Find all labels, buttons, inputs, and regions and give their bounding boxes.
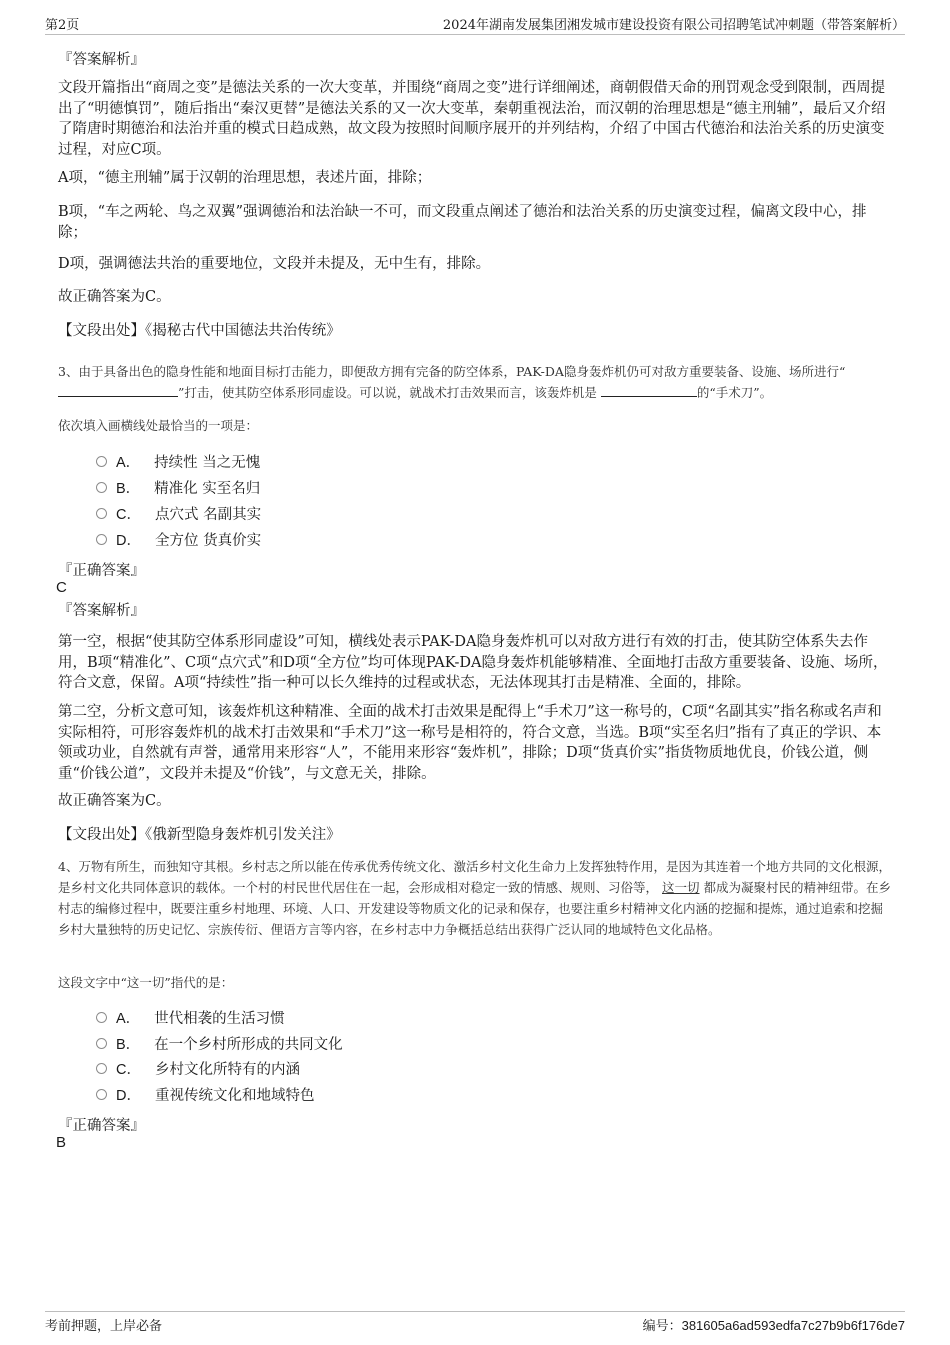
q2-analysis-para: A项，“德主刑辅”属于汉朝的治理思想，表述片面，排除； xyxy=(58,170,432,186)
q2-source: 【文段出处】《揭秘古代中国德法共治传统》 xyxy=(58,323,341,339)
answer-analysis-label: 『答案解析』 xyxy=(58,52,145,68)
q3-instruction: 依次填入画横线处最恰当的一项是： xyxy=(58,418,259,433)
radio-icon[interactable] xyxy=(96,456,107,467)
q2-analysis-para: D项，强调德法共治的重要地位，文段并未提及，无中生有，排除。 xyxy=(58,256,491,272)
q4-stem-part: 都成为凝聚村民的精神纽带。在乡村志的编修过程中，既要注重乡村地理、环境、人口、开发建设等物质文化的记录和保存，也要注重乡村精神文化内涵的挖掘和提炼，通过追索和挖掘乡村大量独特的历史记忆、宗族传衍、俚语方言等内容，在乡村志中力争概括总结出获得广泛认同的地域特色文化品格。 xyxy=(58,880,892,937)
q4-stem xyxy=(58,856,893,940)
correct-answer: C xyxy=(56,579,67,596)
q4-option-b[interactable]: B． 在一个乡村所形成的共同文化 xyxy=(96,1035,343,1055)
document-code: 编号：381605a6ad593edfa7c27b9b6f176de7 xyxy=(642,1318,905,1334)
correct-answer-label: 『正确答案』 xyxy=(58,1118,145,1134)
underlined-phrase: 这一切 xyxy=(662,880,700,895)
radio-icon[interactable] xyxy=(96,1012,107,1023)
answer-analysis-label: 『答案解析』 xyxy=(58,603,145,619)
document-title: 2024年湖南发展集团湘发城市建设投资有限公司招聘笔试冲刺题（带答案解析） xyxy=(442,18,905,33)
page-number: 第2页 xyxy=(45,18,80,33)
q2-analysis-para: B项，“车之两轮、鸟之双翼”强调德治和法治缺一不可，而文段重点阐述了德治和法治关系的历史演变过程，偏离文段中心，排除； xyxy=(58,204,867,241)
q3-stem-part: 3、由于具备出色的隐身性能和地面目标打击能力，即便敌方拥有完备的防空体系，PAK-DA隐身轰炸机仍可对敌方重要装备、设施、场所进行“ xyxy=(58,364,846,379)
radio-icon[interactable] xyxy=(96,482,107,493)
q3-option-a[interactable]: A． 持续性 当之无愧 xyxy=(96,453,260,473)
q4-stem-part: 4、万物有所生，而独知守其根。乡村志之所以能在传承优秀传统文化、激活乡村文化生命力上发挥独特作用，是因为其连着一个地方共同的文化根源，是乡村文化共同体意识的载体。一个村的村民世代居住在一起，会形成相对稳定一致的情感、规则、习俗等， xyxy=(58,859,891,895)
q3-option-c[interactable]: C． 点穴式 名副其实 xyxy=(96,505,261,525)
q2-analysis-para: 文段开篇指出“商周之变”是德法关系的一次大变革，并围绕“商周之变”进行详细阐述，商朝假借天命的刑罚观念受到限制，西周提出了“明德慎罚”，随后指出“秦汉更替”是德法关系的又一次大变革，秦朝重视法治，而汉朝的治理思想是“德主刑辅”，最后又介绍了隋唐时期德治和法治并重的模式日趋成熟，故文段为按照时间顺序展开的并列结构，介绍了中国古代德治和法治关系的历史演变过程，对应C项。 xyxy=(58,80,886,158)
answer-blank xyxy=(58,383,178,397)
q4-instruction: 这段文字中“这一切”指代的是： xyxy=(58,975,234,990)
radio-icon[interactable] xyxy=(96,508,107,519)
q3-analysis-para: 第二空，分析文意可知，该轰炸机这种精准、全面的战术打击效果是配得上“手术刀”这一称号的，C项“名副其实”指名称或名声和实际相符，可形容轰炸机的战术打击效果和“手术刀”这一称号是相符的，符合文意，当选。B项“实至名归”指有了真正的学识、本领或功业，自然就有声誉，通常用来形容“人”，不能用来形容“轰炸机”，排除；D项“货真价实”指货物质地优良，价钱公道，侧重“价钱公道”，文段并未提及“价钱”，与文意无关，排除。 xyxy=(58,704,882,782)
radio-icon[interactable] xyxy=(96,534,107,545)
q3-option-d[interactable]: D． 全方位 货真价实 xyxy=(96,531,261,551)
q3-conclusion: 故正确答案为C。 xyxy=(58,793,171,809)
radio-icon[interactable] xyxy=(96,1089,107,1100)
page-header xyxy=(45,12,905,35)
q3-stem-part: 的“手术刀”。 xyxy=(696,385,773,400)
correct-answer-label: 『正确答案』 xyxy=(58,563,145,579)
q2-conclusion: 故正确答案为C。 xyxy=(58,289,171,305)
q3-source: 【文段出处】《俄新型隐身轰炸机引发关注》 xyxy=(58,827,341,843)
q3-option-b[interactable]: B． 精准化 实至名归 xyxy=(96,479,260,499)
radio-icon[interactable] xyxy=(96,1063,107,1074)
correct-answer: B xyxy=(56,1134,67,1151)
page-footer xyxy=(45,1311,905,1336)
q2-analysis xyxy=(58,78,893,160)
q4-option-d[interactable]: D． 重视传统文化和地域特色 xyxy=(96,1086,314,1106)
q3-stem xyxy=(58,361,893,403)
q4-option-a[interactable]: A． 世代相袭的生活习惯 xyxy=(96,1009,285,1029)
q4-option-c[interactable]: C． 乡村文化所特有的内涵 xyxy=(96,1060,300,1080)
q3-stem-part: ”打击，使其防空体系形同虚设。可以说，就战术打击效果而言，该轰炸机是 xyxy=(178,385,597,400)
q3-analysis-para: 第一空，根据“使其防空体系形同虚设”可知，横线处表示PAK-DA隐身轰炸机可以对敌方进行有效的打击，使其防空体系失去作用，B项“精准化”、C项“点穴式”和D项“全方位”均可体现PAK-DA隐身轰炸机能够精准、全面地打击敌方重要装备、设施、场所，符合文意，保留。A项“持续性”指一种可以长久维持的过程或状态，无法体现其打击是精准、全面的，排除。 xyxy=(58,634,888,691)
radio-icon[interactable] xyxy=(96,1038,107,1049)
answer-blank xyxy=(601,383,697,397)
footer-slogan: 考前押题，上岸必备 xyxy=(45,1319,163,1334)
